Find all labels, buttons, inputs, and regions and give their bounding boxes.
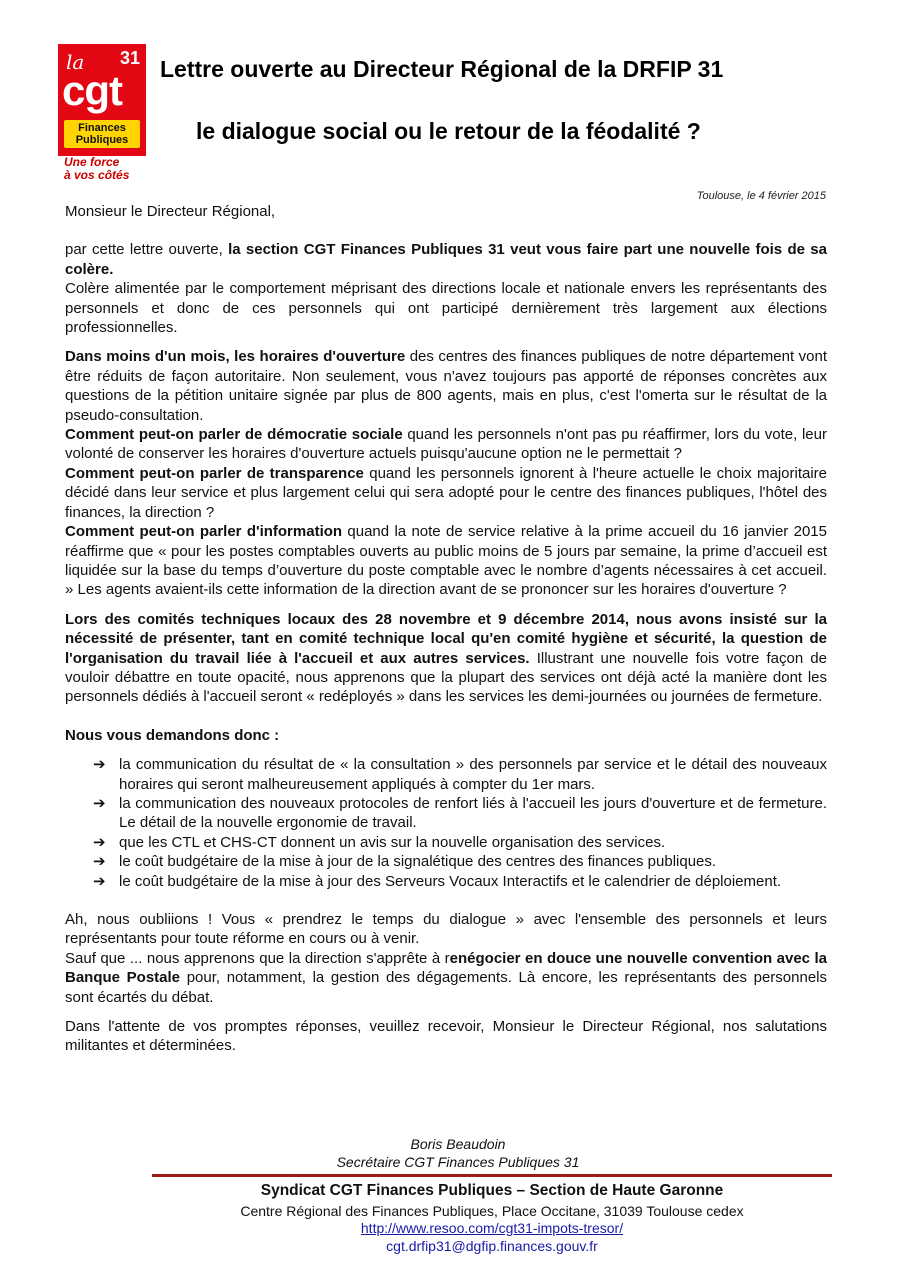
logo-tagline bbox=[64, 156, 129, 182]
letter-date: Toulouse, le 4 février 2015 bbox=[696, 190, 826, 202]
list-item: ➔ que les CTL et CHS-CT donnent un avis sur la nouvelle organisation des services. bbox=[93, 833, 666, 851]
paragraph-3 bbox=[65, 610, 827, 707]
footer-url-link[interactable]: http://www.resoo.com/cgt31-impots-tresor/ bbox=[360, 1220, 624, 1236]
signature-role: Secrétaire CGT Finances Publiques 31 bbox=[336, 1154, 580, 1170]
logo-publiques: Publiques bbox=[75, 134, 129, 146]
p1-bold: la section CGT Finances Publiques 31 veut vous faire part une nouvelle fois de sa colère. bbox=[65, 241, 827, 278]
p2-c: quand les personnels ignorent à l'heure actuelle le choix majoritaire décidé dans leur service et plus largement celui qui sera adopté pour le centre des finances publiques, l'hôtel des finances, la direction ? bbox=[65, 464, 827, 521]
list-item: ➔ la communication du résultat de « la consultation » des personnels par service et le détail des nouveaux horaires qui seront malheureusement appliqués à compter du 1er mars. bbox=[93, 756, 827, 793]
logo-tagline-2: à vos côtés bbox=[64, 168, 130, 182]
paragraph-2 bbox=[65, 347, 827, 425]
p2-a: des centres des finances publiques de notre département vont être réduits de façon autoritaire. Non seulement, vous n'avez toujours pas apporté de réponses concrètes aux questions de la pétition unitaire signée par plus de 800 agents, mais en plus, c'est l'omerta sur le résultat de la pseudo-consultation. bbox=[65, 348, 827, 424]
logo-finances: Finances bbox=[78, 122, 126, 134]
page-title: Lettre ouverte au Directeur Régional de la DRFIP 31 bbox=[160, 56, 724, 82]
p2-c-bold: Comment peut-on parler de transparence bbox=[65, 464, 364, 482]
list-item: ➔ le coût budgétaire de la mise à jour de la signalétique des centres des finances publiques. bbox=[93, 853, 717, 871]
logo-finances-publiques bbox=[64, 120, 140, 148]
p1-intro: par cette lettre ouverte, bbox=[65, 241, 229, 259]
p2-d-bold: Comment peut-on parler d'information bbox=[65, 523, 343, 541]
list-item: ➔ la communication des nouveaux protocoles de renfort liés à l'accueil les jours d'ouverture et de fermeture. Le détail de la nouvelle ergonomie de travail. bbox=[93, 794, 827, 832]
logo-red-box bbox=[58, 44, 146, 156]
paragraph-2b bbox=[65, 425, 827, 464]
page-subtitle: le dialogue social ou le retour de la féodalité ? bbox=[196, 118, 701, 144]
paragraph-1 bbox=[65, 240, 827, 279]
arrow-right-icon: ➔ bbox=[93, 833, 106, 851]
p2-d: quand la note de service relative à la prime accueil du 16 janvier 2015 réaffirme que « pour les postes comptables ouverts au public moins de 5 jours par semaine, la prime d’accueil est liquidée sur la base du temps d’ouverture du poste comptable avec le nombre d’agents nécessaires à cet accueil. » Les agents avaient-ils cette information de la direction avant de se prononcer sur les horaires d'ouverture ? bbox=[65, 523, 827, 599]
p3-text: Illustrant une nouvelle fois votre façon de vouloir débattre en toute opacité, nous apprenons que la plupart des services ont déjà acté la manière dont les personnels dédiés à l'accueil seront « redéployés » dans les services les demi-journées ou journées de fermeture. bbox=[65, 649, 827, 706]
p3-bold: Lors des comités techniques locaux des 28 novembre et 9 décembre 2014, nous avons insisté sur la nécessité de présenter, tant en comité technique local qu'en comité hygiène et sécurité, la question de l'organisation du travail liée à l'accueil et aux autres services. bbox=[65, 610, 827, 667]
demands-heading: Nous vous demandons donc : bbox=[65, 726, 280, 744]
demands-list bbox=[65, 755, 827, 891]
closing: Dans l'attente de vos promptes réponses, veuillez recevoir, Monsieur le Directeur Régional, nos salutations militantes et déterminées. bbox=[65, 1018, 827, 1055]
cgt-logo bbox=[58, 44, 146, 184]
footer-email-text[interactable]: cgt.drfip31@dgfip.finances.gouv.fr bbox=[386, 1238, 598, 1254]
signature-name: Boris Beaudoin bbox=[410, 1136, 506, 1152]
arrow-right-icon: ➔ bbox=[93, 853, 106, 871]
paragraph-1-cont: Colère alimentée par le comportement méprisant des directions locale et nationale envers les représentants des personnels et donc de ces personnels qui ont participé dernièrement très largement aux élections professionnelles. bbox=[65, 280, 827, 337]
p2-a-bold: Dans moins d'un mois, les horaires d'ouverture bbox=[65, 348, 406, 366]
logo-tagline-1: Une force bbox=[64, 155, 120, 169]
paragraph-4: Ah, nous oubliions ! Vous « prendrez le temps du dialogue » avec l'ensemble des personnels et leurs représentants pour toute réforme en cours ou à venir. bbox=[65, 911, 827, 948]
arrow-right-icon: ➔ bbox=[93, 794, 106, 812]
logo-cgt: cgt bbox=[62, 67, 122, 114]
footer-url bbox=[150, 1219, 834, 1237]
footer-rule bbox=[152, 1174, 832, 1177]
arrow-right-icon: ➔ bbox=[93, 756, 106, 774]
paragraph-2c bbox=[65, 464, 827, 522]
list-item: ➔ le coût budgétaire de la mise à jour des Serveurs Vocaux Interactifs et le calendrier de déploiement. bbox=[93, 872, 782, 890]
p2-b: quand les personnels n'ont pas pu réaffirmer, lors du vote, leur volonté de conserver les horaires d'ouverture actuels puisqu'aucune option ne le permettait ? bbox=[65, 426, 827, 463]
logo-number: 31 bbox=[119, 48, 140, 68]
footer-org: Syndicat CGT Finances Publiques – Section de Haute Garonne bbox=[260, 1182, 724, 1199]
paragraph-4b: Sauf que ... nous apprenons que la direction s'apprête à renégocier en douce une nouvelle convention avec la Banque Postale pour, notamment, la gestion des dégagements. Là encore, les représentants des personnels sont écartés du débat. bbox=[65, 949, 827, 1006]
p4-bold: enégocier en douce une nouvelle convention avec la Banque Postale bbox=[65, 949, 827, 987]
paragraph-2d bbox=[65, 522, 827, 600]
footer-email bbox=[150, 1237, 834, 1255]
letter-body bbox=[65, 202, 827, 1056]
p2-b-bold: Comment peut-on parler de démocratie sociale bbox=[65, 426, 403, 444]
arrow-right-icon: ➔ bbox=[93, 872, 106, 890]
salutation: Monsieur le Directeur Régional, bbox=[65, 203, 276, 220]
logo-la: la bbox=[66, 50, 85, 74]
footer-address: Centre Régional des Finances Publiques, Place Occitane, 31039 Toulouse cedex bbox=[240, 1203, 744, 1219]
